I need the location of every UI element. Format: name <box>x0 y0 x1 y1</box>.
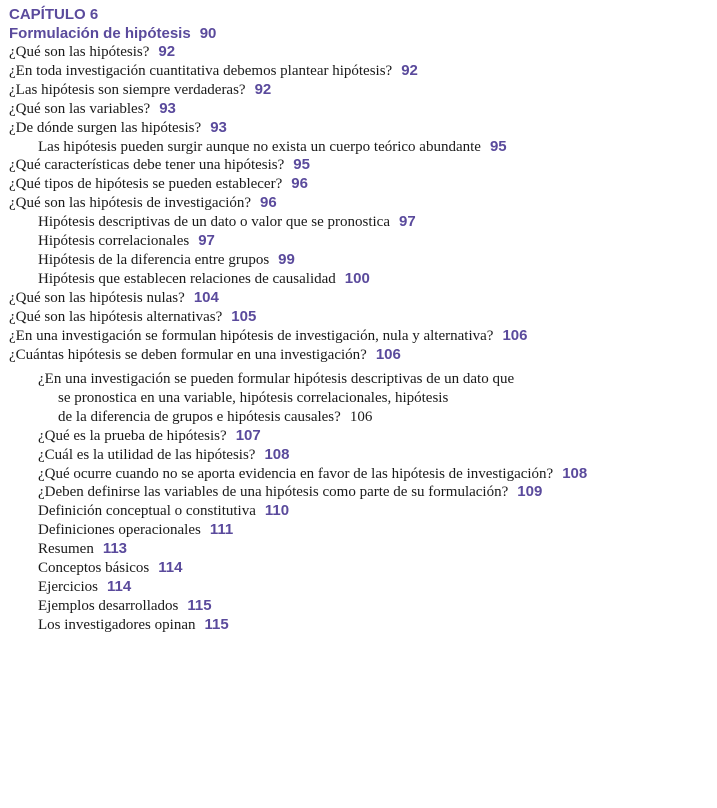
chapter-title-text: Formulación de hipótesis <box>9 25 191 42</box>
entry-page: 108 <box>562 464 588 482</box>
chapter-title[interactable] <box>9 24 709 43</box>
entry-line-1: ¿En una investigación se pueden formular hipótesis descriptivas de un dato que <box>38 371 515 387</box>
toc-subentry[interactable] <box>9 251 709 270</box>
entry-text: Ejemplos desarrollados <box>38 597 179 614</box>
toc-entry[interactable] <box>9 175 709 194</box>
toc-entry[interactable] <box>9 597 709 616</box>
toc-subentry[interactable] <box>9 213 709 232</box>
toc-entry[interactable] <box>9 289 709 308</box>
toc-chapter-6 <box>9 6 709 364</box>
entry-text: Ejercicios <box>38 578 98 595</box>
entry-text: ¿En una investigación se formulan hipótesis de investigación, nula y alternativa? <box>9 327 494 344</box>
toc-entry[interactable] <box>9 81 709 100</box>
toc-entry[interactable] <box>9 156 709 175</box>
entry-page: 108 <box>264 445 290 463</box>
entry-text: Hipótesis descriptivas de un dato o valor que se pronostica <box>38 214 391 231</box>
toc-subentry[interactable] <box>9 138 709 157</box>
entry-page: 97 <box>198 232 215 250</box>
entry-text: ¿Las hipótesis son siempre verdaderas? <box>9 81 246 98</box>
toc-entry[interactable] <box>9 62 709 81</box>
entry-page: 92 <box>401 61 418 79</box>
entry-text: ¿Qué ocurre cuando no se aporta evidencia en favor de las hipótesis de investigación? <box>38 465 554 482</box>
entry-page: 107 <box>235 426 261 444</box>
entry-page: 114 <box>158 559 183 577</box>
entry-text: Hipótesis que establecen relaciones de causalidad <box>38 270 336 287</box>
entry-page: 100 <box>344 269 370 287</box>
entry-text: ¿Qué características debe tener una hipótesis? <box>9 157 285 174</box>
toc-entry[interactable] <box>9 616 709 635</box>
entry-text: Definición conceptual o constitutiva <box>38 503 256 520</box>
toc-entry[interactable] <box>9 465 709 484</box>
toc-continued <box>9 370 709 635</box>
entry-text: Conceptos básicos <box>38 560 150 577</box>
entry-page: 106 <box>502 326 528 344</box>
entry-text: ¿Cuál es la utilidad de las hipótesis? <box>38 446 256 463</box>
entry-page: 95 <box>489 137 507 155</box>
entry-page: 114 <box>106 577 132 595</box>
entry-page: 96 <box>260 194 277 212</box>
toc-entry[interactable] <box>9 446 709 465</box>
entry-page: 113 <box>102 540 128 558</box>
entry-text: ¿Deben definirse las variables de una hipótesis como parte de su formulación? <box>38 484 509 501</box>
entry-text: ¿De dónde surgen las hipótesis? <box>9 119 202 136</box>
entry-page: 93 <box>159 99 176 117</box>
entry-page: 115 <box>187 596 212 614</box>
entry-text: ¿Qué son las hipótesis de investigación? <box>9 195 252 212</box>
entry-text: Los investigadores opinan <box>38 616 196 633</box>
entry-text: Hipótesis de la diferencia entre grupos <box>38 251 270 268</box>
entry-text: ¿Cuántas hipótesis se deben formular en una investigación? <box>9 346 367 363</box>
toc-multiline-entry[interactable] <box>9 370 709 427</box>
entry-page: 104 <box>193 288 219 306</box>
entry-page: 97 <box>399 213 416 231</box>
toc-entry[interactable] <box>9 327 709 346</box>
entry-text: de la diferencia de grupos e hipótesis causales? <box>58 408 341 425</box>
entry-text: ¿En toda investigación cuantitativa debemos plantear hipótesis? <box>9 62 393 79</box>
entry-line-3 <box>9 408 709 427</box>
entry-page: 106 <box>349 408 373 425</box>
entry-page: 106 <box>375 345 401 363</box>
entry-page: 109 <box>517 483 543 501</box>
chapter-label: CAPÍTULO 6 <box>9 6 99 23</box>
toc-entry[interactable] <box>9 427 709 446</box>
entry-text: ¿Qué son las hipótesis? <box>9 44 150 60</box>
chapter-title-page: 90 <box>199 25 217 42</box>
toc-entry[interactable] <box>9 43 709 62</box>
entry-text: ¿Qué son las variables? <box>9 100 151 117</box>
entry-text: Las hipótesis pueden surgir aunque no exista un cuerpo teórico abundante <box>38 138 481 155</box>
toc-entry[interactable] <box>9 521 709 540</box>
toc-entry[interactable] <box>9 194 709 213</box>
entry-page: 95 <box>293 156 310 174</box>
toc-entry[interactable] <box>9 559 709 578</box>
entry-text: Hipótesis correlacionales <box>38 233 190 250</box>
entry-page: 92 <box>158 43 176 60</box>
entry-text: Definiciones operacionales <box>38 522 201 539</box>
entry-page: 110 <box>264 502 290 520</box>
entry-page: 92 <box>254 80 272 98</box>
entry-text: ¿Qué tipos de hipótesis se pueden establecer? <box>9 176 283 193</box>
toc-entry[interactable] <box>9 578 709 597</box>
entry-page: 105 <box>231 307 257 325</box>
entry-page: 93 <box>210 118 227 136</box>
toc-entry[interactable] <box>9 483 709 502</box>
toc-entry[interactable] <box>9 100 709 119</box>
toc-entry[interactable] <box>9 119 709 138</box>
entry-page: 99 <box>278 250 295 268</box>
entry-page: 115 <box>204 615 229 633</box>
entry-page: 111 <box>209 521 234 539</box>
entry-text: ¿Qué son las hipótesis alternativas? <box>9 308 223 325</box>
toc-entry[interactable] <box>9 502 709 521</box>
toc-entry[interactable] <box>9 540 709 559</box>
toc-entry[interactable] <box>9 346 709 365</box>
toc-entry[interactable] <box>9 308 709 327</box>
entry-line-2: se pronostica en una variable, hipótesis correlacionales, hipótesis <box>58 389 449 406</box>
entry-page: 96 <box>291 175 308 193</box>
entry-text: ¿Qué es la prueba de hipótesis? <box>38 427 227 444</box>
entry-text: Resumen <box>38 541 94 558</box>
entry-text: ¿Qué son las hipótesis nulas? <box>9 289 185 306</box>
toc-subentry[interactable] <box>9 232 709 251</box>
toc-subentry[interactable] <box>9 270 709 289</box>
